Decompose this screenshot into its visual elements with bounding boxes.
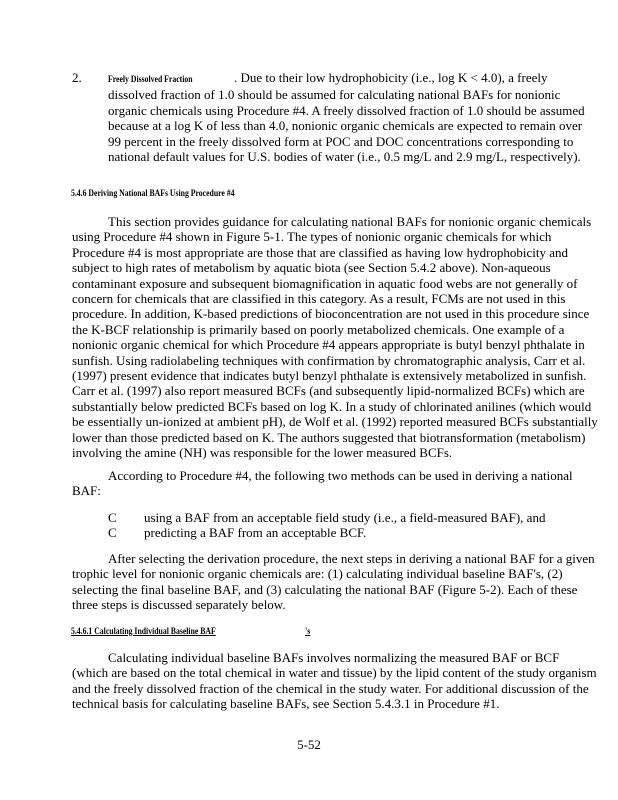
list-item-text: using a BAF from an acceptable field study (i.e., a field-measured BAF), and	[144, 510, 546, 525]
methods-list	[108, 510, 588, 541]
section-heading-5-4-6: 5.4.6 Deriving National BAFs Using Procedure #4	[71, 188, 235, 198]
item-text: . Due to their low hydrophobicity (i.e., log K < 4.0), a freely dissolved fraction of 1.0 should be assumed for calculating national BAFs for nonionic organic chemicals using Procedure #4. A freely dissolved fraction of 1.0 should be assumed because at a log K of less than 4.0, nonionic organic chemicals are expected to remain over 99 percent in the freely dissolved form at POC and DOC concentrations corresponding to national default values for U.S. bodies of water (i.e., 0.5 mg/L and 2.9 mg/L, respectively).	[108, 70, 585, 165]
section-heading-5-4-6-1	[71, 624, 310, 639]
list-item-text: predicting a BAF from an acceptable BCF.	[144, 525, 367, 541]
page-number: 5-52	[297, 737, 321, 752]
bullet-mark: C	[108, 510, 117, 525]
numbered-item-2	[72, 70, 596, 165]
paragraph-procedure-4-guidance: This section provides guidance for calculating national BAFs for nonionic organic chemicals using Procedure #4 shown in Figure 5-1. The types of nonionic organic chemicals for which Procedure #4 is most appropriate are those that are classified as having low hydrophobicity and subject to high rates of metabolism by aquatic biota (see Section 5.4.2 above). Non-aqueous contaminant exposure and subsequent biomagnification in aquatic food webs are not generally of concern for chemicals that are classified in this category. As a result, FCMs are not used in this procedure. In addition, K-based predictions of bioconcentration are not used in this procedure since the K-BCF relationship is primarily based on poorly metabolized chemicals. One example of a nonionic organic chemical for which Procedure #4 appears appropriate is butyl benzyl phthalate in sunfish. Using radiolabeling techniques with confirmation by chromatographic analysis, Carr et al. (1997) present evidence that indicates butyl benzyl phthalate is extensively metabolized in sunfish. Carr et al. (1997) also report measured BCFs (and subsequently lipid-normalized BCFs) which are substantially below predicted BCFs based on log K. In a study of chlorinated anilines (which would be essentially un-ionized at ambient pH), de Wolf et al. (1992) reported measured BCFs substantially lower than those predicted based on K. The authors suggested that biotransformation (metabolism) involving the amine (NH) was responsible for the lower measured BCFs.	[72, 214, 598, 461]
item-runin-title: Freely Dissolved Fraction	[108, 74, 193, 84]
heading-tail: 's	[305, 626, 311, 636]
list-item	[108, 510, 588, 525]
bullet-mark: C	[108, 525, 117, 541]
item-number: 2.	[72, 70, 82, 85]
paragraph-baseline-baf: Calculating individual baseline BAFs involves normalizing the measured BAF or BCF (which are based on the total chemical in water and tissue) by the lipid content of the study organism and the freely dissolved fraction of the chemical in the study water. For additional discussion of the technical basis for calculating baseline BAFs, see Section 5.4.3.1 in Procedure #1.	[72, 650, 597, 712]
heading-text: 5.4.6.1 Calculating Individual Baseline BAF	[71, 626, 216, 636]
paragraph-derivation-steps: After selecting the derivation procedure, the next steps in deriving a national BAF for a given trophic level for nonionic organic chemicals are: (1) calculating individual baseline BAF's, (2) selecting the final baseline BAF, and (3) calculating the national BAF (Figure 5-2). Each of these three steps is discussed separately below.	[72, 551, 595, 613]
list-item	[108, 525, 588, 540]
paragraph-methods-intro: According to Procedure #4, the following two methods can be used in deriving a national BAF:	[72, 468, 573, 499]
